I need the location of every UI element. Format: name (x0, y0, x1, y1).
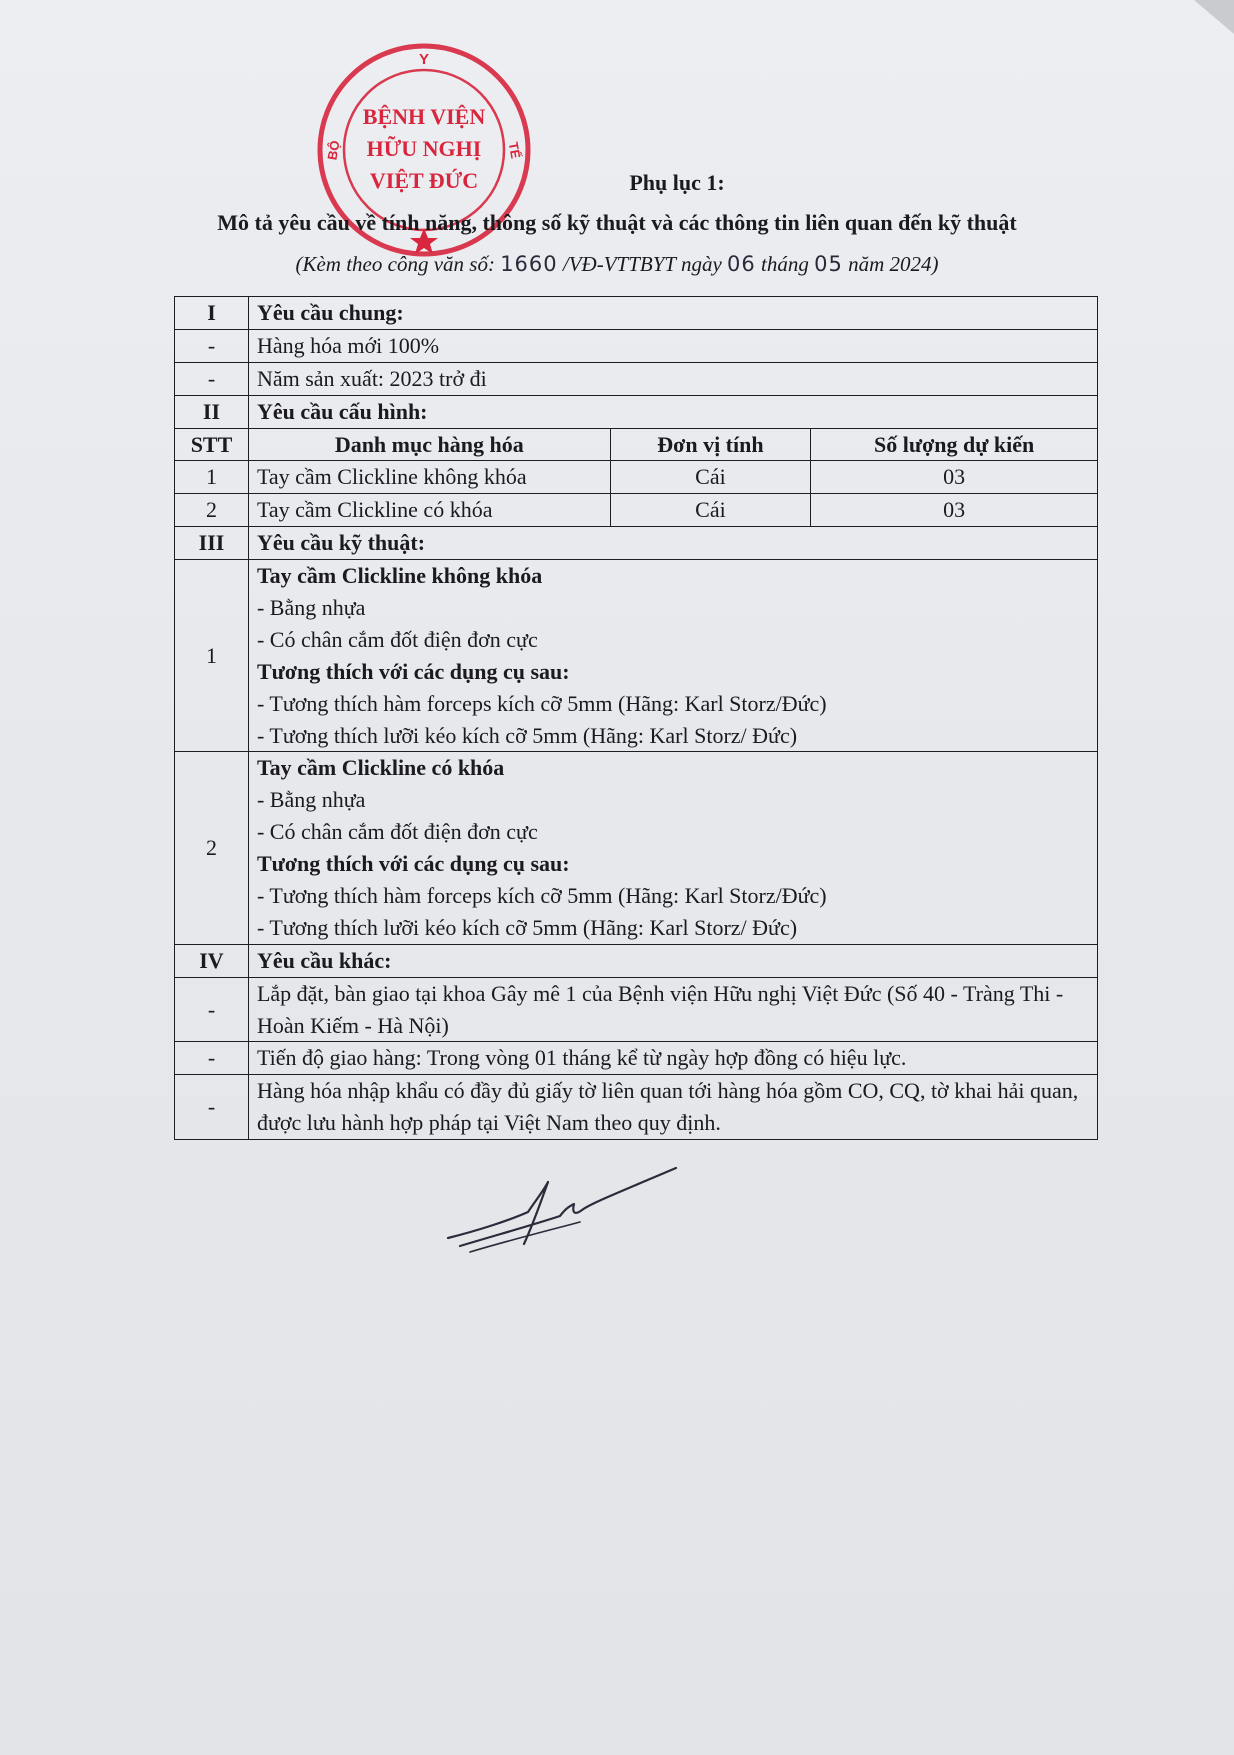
cell-item-name: Tay cầm Clickline có khóa (248, 494, 610, 527)
spec-line: - Tương thích lưỡi kéo kích cỡ 5mm (Hãng: Karl Storz/ Đức) (256, 914, 798, 940)
spec-line: - Tương thích hàm forceps kích cỡ 5mm (Hãng: Karl Storz/Đức) (256, 690, 827, 716)
table-row (175, 461, 1098, 494)
stamp-left-text: BỘ (324, 139, 343, 162)
requirements-table (174, 296, 1098, 1140)
section-title: Yêu cầu khác: (248, 944, 1097, 977)
table-row (175, 362, 1098, 395)
table-row (175, 329, 1098, 362)
spec-block (248, 752, 1097, 944)
section-row (175, 527, 1098, 560)
row-mark: - (175, 362, 249, 395)
row-mark: - (175, 1042, 249, 1075)
spec-line: - Có chân cắm đốt điện đơn cực (256, 819, 538, 845)
spec-row (175, 752, 1098, 944)
row-text: Hàng hóa nhập khẩu có đầy đủ giấy tờ liên quan tới hàng hóa gồm CO, CQ, tờ khai hải quan, được lưu hành hợp pháp tại Việt Nam theo quy định. (248, 1075, 1097, 1140)
spec-compat-heading: Tương thích với các dụng cụ sau: (256, 658, 570, 684)
cell-stt: 1 (175, 461, 249, 494)
stamp-line-1: BỆNH VIỆN (362, 104, 486, 129)
section-number: II (175, 395, 249, 428)
stamp-line-2: HỮU NGHỊ (366, 136, 482, 161)
section-row (175, 944, 1098, 977)
spec-line: - Có chân cắm đốt điện đơn cực (256, 626, 538, 652)
spec-title: Tay cầm Clickline không khóa (256, 563, 543, 589)
reference-line (0, 252, 1234, 277)
row-text: Tiến độ giao hàng: Trong vòng 01 tháng kể từ ngày hợp đồng có hiệu lực. (248, 1042, 1097, 1075)
table-row (175, 1042, 1098, 1075)
cell-unit: Cái (610, 494, 811, 527)
section-title: Yêu cầu cấu hình: (248, 395, 1097, 428)
section-title: Yêu cầu kỹ thuật: (248, 527, 1097, 560)
column-header: STT (175, 428, 249, 461)
spec-line: - Tương thích lưỡi kéo kích cỡ 5mm (Hãng: Karl Storz/ Đức) (256, 722, 798, 748)
appendix-label: Phụ lục 1: (629, 170, 725, 195)
section-row (175, 395, 1098, 428)
handwritten-month: 05 (814, 252, 843, 276)
column-header: Đơn vị tính (610, 428, 811, 461)
section-number: IV (175, 944, 249, 977)
cell-unit: Cái (610, 461, 811, 494)
cell-stt: 2 (175, 494, 249, 527)
table-header-row (175, 428, 1098, 461)
stamp-right-text: TẾ (505, 140, 524, 160)
ref-prefix: (Kèm theo công văn số: (295, 252, 501, 276)
column-header: Danh mục hàng hóa (248, 428, 610, 461)
handwritten-doc-number: 1660 (500, 252, 558, 276)
ref-month: tháng (755, 252, 815, 276)
spec-title: Tay cầm Clickline có khóa (256, 755, 505, 781)
handwritten-signature (440, 1160, 680, 1260)
ref-suffix: năm 2024) (842, 252, 939, 276)
row-text: Năm sản xuất: 2023 trở đi (248, 362, 1097, 395)
spec-block (248, 560, 1097, 752)
stamp-top-text: Y (418, 51, 430, 68)
table-row (175, 1075, 1098, 1140)
section-row (175, 297, 1098, 330)
spec-line: - Bằng nhựa (256, 595, 366, 621)
row-mark: - (175, 329, 249, 362)
spec-line: - Bằng nhựa (256, 787, 366, 813)
document-title: Mô tả yêu cầu về tính năng, thông số kỹ thuật và các thông tin liên quan đến kỹ thuật (217, 210, 1017, 235)
row-text: Hàng hóa mới 100% (248, 329, 1097, 362)
ref-mid: /VĐ-VTTBYT ngày (557, 252, 728, 276)
row-text: Lắp đặt, bàn giao tại khoa Gây mê 1 của Bệnh viện Hữu nghị Việt Đức (Số 40 - Tràng Thi - Hoàn Kiếm - Hà Nội) (248, 977, 1097, 1042)
handwritten-day: 06 (727, 252, 756, 276)
cell-quantity: 03 (811, 494, 1098, 527)
section-number: III (175, 527, 249, 560)
spec-row (175, 560, 1098, 752)
cell-item-name: Tay cầm Clickline không khóa (248, 461, 610, 494)
section-title: Yêu cầu chung: (248, 297, 1097, 330)
cell-stt: 2 (175, 752, 249, 944)
stamp-line-3: VIỆT ĐỨC (369, 168, 479, 193)
row-mark: - (175, 977, 249, 1042)
spec-compat-heading: Tương thích với các dụng cụ sau: (256, 851, 570, 877)
cell-quantity: 03 (811, 461, 1098, 494)
row-mark: - (175, 1075, 249, 1140)
cell-stt: 1 (175, 560, 249, 752)
table-row (175, 977, 1098, 1042)
section-number: I (175, 297, 249, 330)
spec-line: - Tương thích hàm forceps kích cỡ 5mm (Hãng: Karl Storz/Đức) (256, 883, 827, 909)
column-header: Số lượng dự kiến (811, 428, 1098, 461)
table-row (175, 494, 1098, 527)
